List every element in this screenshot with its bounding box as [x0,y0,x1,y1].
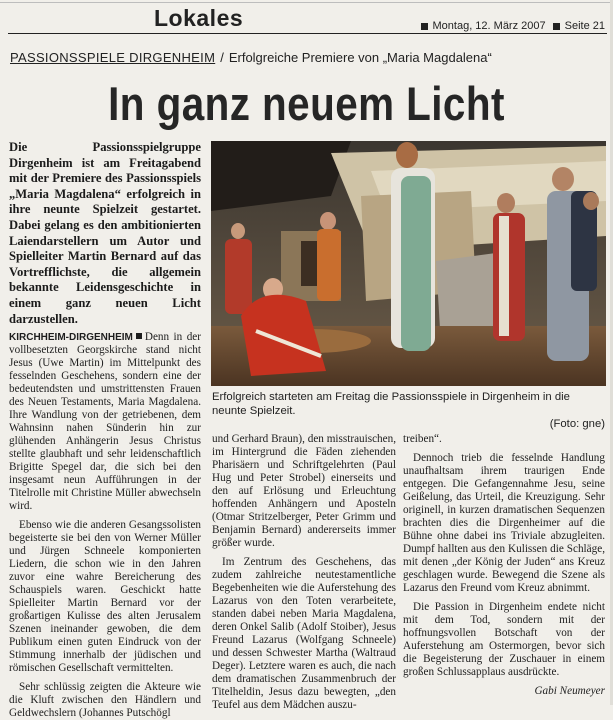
header-top-rule [0,2,613,3]
paragraph-text: Denn in der vollbesetzten Georgskirche stand nicht Jesus (Uwe Martin) im Mittelpunkt des fesselnden Geschehens, sondern eine der bedeutendsten und umstrittensten Frauen des Neuen Testaments, Maria Magdalena. Ihre Wandlung von der getriebenen, dem Wahnsinn nahen Sünderin hin zur glühenden Anhängerin Jesus Christus stellte glaubhaft und sehr leidenschaftlich Brigitte Spegel dar, die sich bei den insgesamt neun Aufführungen in der Titelrolle mit Christine Müller abwechseln wird. [9,331,201,512]
body-column-1 [9,331,201,720]
author-byline: Gabi Neumeyer [534,685,605,697]
paragraph [9,331,201,513]
kicker-separator: / [220,50,224,65]
photo-credit: (Foto: gne) [549,418,605,430]
page-header [0,0,613,38]
publication-date: Montag, 12. März 2007 [432,20,546,32]
paragraph: Im Zentrum des Geschehens, das zudem zahlreiche neutestamentliche Begebenheiten wie die Auferstehung des Lazarus von den Toten verarbeitete, standen dabei neben Maria Magdalena, deren Onkel Salib (Adolf Stoiber), Jesus Freund Lazarus (Wolfgang Schneele) und dessen Schwester Martha (Waltraud Deger). Letztere waren es auch, die nach dem dramatischen Zusammenbruch der Titelheldin, Jesus dazu bewegten, „den Teufel aus dem Mädchen auszu- [212,556,396,711]
paragraph: Die Passion in Dirgenheim endete nicht mit dem Tod, sondern mit der hoffnungsvollen Botschaft von der Auferstehung am Ostermorgen, bevor sich die Begeisterung der Zuschauer in einem großen Schlussapplaus ausdrückte. [403,601,605,678]
stage-scene-image [211,141,606,386]
article-kicker [10,50,492,65]
header-rule [8,33,607,34]
kicker-topic: PASSIONSSPIELE DIRGENHEIM [10,50,216,65]
square-bullet-icon [421,23,428,30]
paragraph: treiben“. [403,433,442,445]
page-number: Seite 21 [564,20,605,32]
photo-caption [212,391,605,432]
article-photo [211,141,606,386]
section-title: Lokales [154,5,244,31]
body-column-3 [403,433,605,704]
caption-text: Erfolgreich starteten am Freitag die Passionsspiele in Dirgenheim in die neunte Spielzeit. [212,391,570,417]
page-meta [421,20,606,32]
body-column-2 [212,433,396,718]
kicker-subtitle: Erfolgreiche Premiere von „Maria Magdalena“ [228,50,492,65]
paragraph: Ebenso wie die anderen Gesangssolisten begeisterte sie bei den von Werner Müller und Jürgen Schneele komponierten Liedern, die schon wie in den Jahren zuvor eine wahre Bereicherung des Schauspiels waren. Geschickt hatte Spielleiter Martin Bernard vor der großartigen Kulisse des alten Jerusalem Szenen ineinander gewoben, die dem Publikum einen guten Eindruck von der Stimmung innerhalb der jüdischen und römischen Gesellschaft vermittelten. [9,519,201,674]
article-headline: In ganz neuem Licht [108,77,505,130]
paragraph: und Gerhard Braun), den misstrauischen, im Hintergrund die Fäden ziehenden Pharisäern und Schriftgelehrten (Paul Hug und Peter Strobel) einerseits und den auf Erlösung und Erleuchtung hoffenden Anhängern und Aposteln (Otmar Stritzelberger, Peter Grimm und Benjamin Bernard) andererseits immer größer wurde. [212,433,396,549]
paragraph: Dennoch trieb die fesselnde Handlung unaufhaltsam ihrem traurigen Ende entgegen. Die Gefangennahme Jesu, seine Geißelung, das Urteil, die Kreuzigung. Sehr originell, in kurzen dramatischen Sequenzen brachten dies die Dirgenheimer auf die Bühne ohne dabei ins Triviale abzugleiten. Dumpf hallten aus den Kulissen die Schläge, mit denen „der König der Juden“ ans Kreuz geschlagen wurde. Bewegend die Szene als Lazarus den Freund vom Kreuz abnimmt. [403,452,605,594]
square-bullet-icon [553,23,560,30]
square-bullet-icon [136,333,142,339]
paragraph: Sehr schlüssig zeigten die Akteure wie die Kluft zwischen den Händlern und Geldwechslern (Johannes Putschögl [9,681,201,719]
dateline: KIRCHHEIM-DIRGENHEIM [9,332,133,343]
article-lead: Die Passionsspielgruppe Dirgenheim ist am Freitagabend mit der Premiere des Passionsspiels „Maria Magdalena“ erfolgreich in ihre neunte Spielzeit gestartet. Dabei gelang es den ambitionierten Laiendarstellern um Autor und Spielleiter Martin Bernard auf das Vortrefflichste, die allgemein bekannte Leidensgeschichte in einem ganz neuen Licht darzustellen. [9,140,201,326]
